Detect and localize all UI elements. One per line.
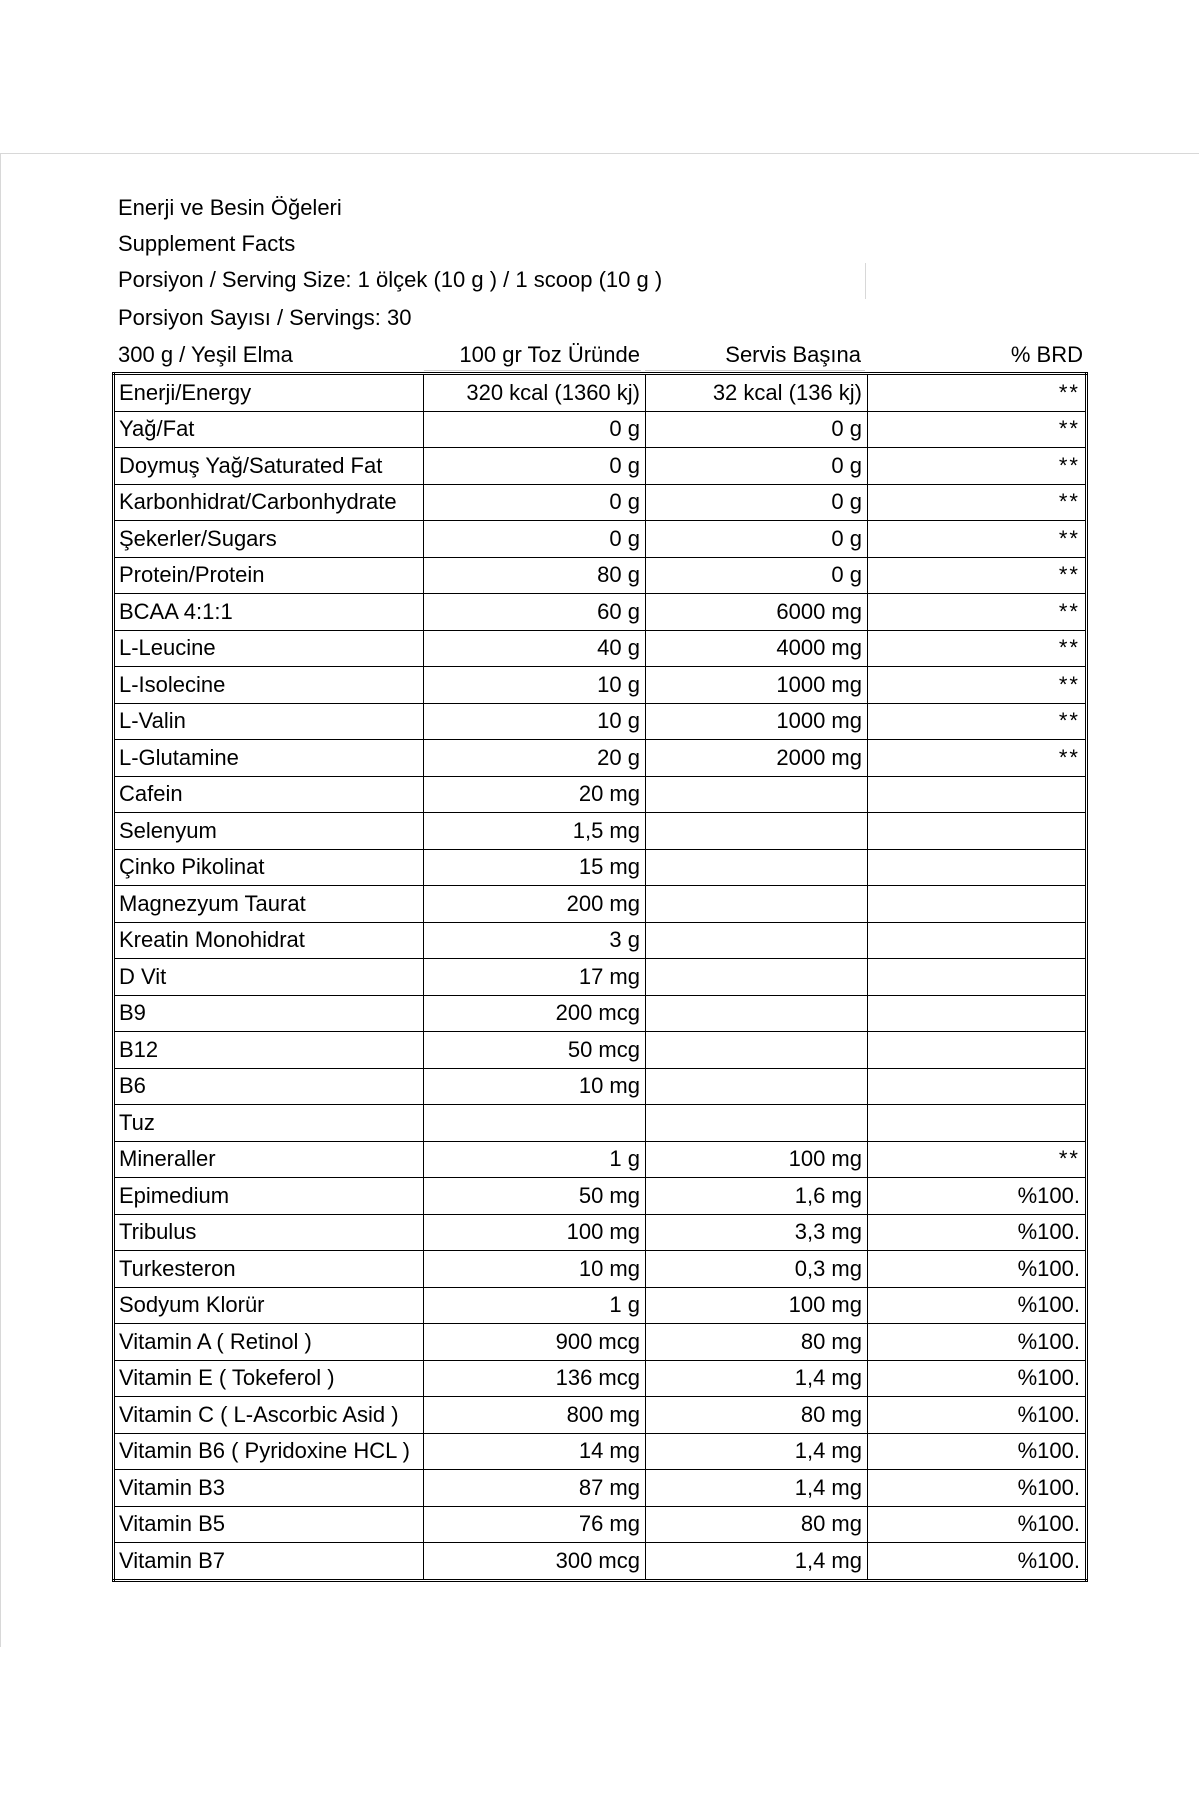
per-serving-cell: 2000 mg — [646, 740, 868, 777]
table-row — [114, 411, 1087, 448]
rdi-cell: ** — [868, 557, 1087, 594]
rdi-cell: %100. — [868, 1470, 1087, 1507]
per-100g-cell: 14 mg — [424, 1433, 646, 1470]
per-100g-cell: 1,5 mg — [424, 813, 646, 850]
rdi-cell — [868, 922, 1087, 959]
table-row — [114, 1506, 1087, 1543]
rdi-cell: ** — [868, 484, 1087, 521]
per-serving-cell: 32 kcal (136 kj) — [646, 374, 868, 412]
nutrient-name-cell: Vitamin E ( Tokeferol ) — [114, 1360, 424, 1397]
per-serving-cell: 6000 mg — [646, 594, 868, 631]
column-header-per100: 100 gr Toz Üründe — [459, 342, 640, 367]
nutrient-name-cell: Vitamin B3 — [114, 1470, 424, 1507]
table-row — [114, 1032, 1087, 1069]
rdi-cell: ** — [868, 521, 1087, 558]
per-serving-cell — [646, 1032, 868, 1069]
nutrient-name-cell: L-Leucine — [114, 630, 424, 667]
per-serving-cell — [646, 1068, 868, 1105]
table-row — [114, 1068, 1087, 1105]
nutrient-name-cell: Selenyum — [114, 813, 424, 850]
per-serving-cell: 0 g — [646, 521, 868, 558]
rdi-cell: ** — [868, 667, 1087, 704]
per-serving-cell: 3,3 mg — [646, 1214, 868, 1251]
header-underline — [645, 370, 865, 371]
column-header-rdi: % BRD — [1010, 342, 1083, 367]
table-row — [114, 886, 1087, 923]
table-row — [114, 959, 1087, 996]
per-serving-cell: 1,6 mg — [646, 1178, 868, 1215]
servings-count: Porsiyon Sayısı / Servings: 30 — [118, 305, 412, 330]
rdi-cell — [868, 886, 1087, 923]
rdi-cell — [868, 995, 1087, 1032]
per-serving-cell: 80 mg — [646, 1397, 868, 1434]
nutrient-name-cell: B9 — [114, 995, 424, 1032]
per-serving-cell: 1000 mg — [646, 703, 868, 740]
table-row — [114, 630, 1087, 667]
per-100g-cell: 15 mg — [424, 849, 646, 886]
table-row — [114, 703, 1087, 740]
rdi-cell: ** — [868, 740, 1087, 777]
nutrient-name-cell: Doymuş Yağ/Saturated Fat — [114, 448, 424, 485]
per-serving-cell — [646, 813, 868, 850]
per-100g-cell: 10 g — [424, 667, 646, 704]
rdi-cell: %100. — [868, 1506, 1087, 1543]
nutrient-name-cell: Vitamin B5 — [114, 1506, 424, 1543]
per-serving-cell — [646, 995, 868, 1032]
nutrient-name-cell: Magnezyum Taurat — [114, 886, 424, 923]
table-row — [114, 374, 1087, 412]
table-row — [114, 1105, 1087, 1142]
nutrient-name-cell: Vitamin A ( Retinol ) — [114, 1324, 424, 1361]
table-row — [114, 1324, 1087, 1361]
per-100g-cell: 100 mg — [424, 1214, 646, 1251]
per-100g-cell: 17 mg — [424, 959, 646, 996]
table-row — [114, 1470, 1087, 1507]
table-row — [114, 1360, 1087, 1397]
rdi-cell: %100. — [868, 1324, 1087, 1361]
per-100g-cell: 10 mg — [424, 1068, 646, 1105]
rdi-cell — [868, 849, 1087, 886]
rdi-cell: %100. — [868, 1178, 1087, 1215]
nutrient-name-cell: Epimedium — [114, 1178, 424, 1215]
per-100g-cell: 80 g — [424, 557, 646, 594]
per-100g-cell: 800 mg — [424, 1397, 646, 1434]
nutrient-name-cell: D Vit — [114, 959, 424, 996]
per-100g-cell: 40 g — [424, 630, 646, 667]
per-100g-cell: 20 g — [424, 740, 646, 777]
supplement-facts-table — [112, 372, 1088, 1582]
per-100g-cell: 0 g — [424, 521, 646, 558]
per-100g-cell — [424, 1105, 646, 1142]
nutrient-name-cell: Vitamin B7 — [114, 1543, 424, 1581]
per-100g-cell: 0 g — [424, 411, 646, 448]
per-100g-cell: 50 mg — [424, 1178, 646, 1215]
per-serving-cell: 0 g — [646, 448, 868, 485]
table-row — [114, 1214, 1087, 1251]
nutrient-name-cell: L-Isolecine — [114, 667, 424, 704]
rdi-cell: %100. — [868, 1287, 1087, 1324]
per-serving-cell: 100 mg — [646, 1141, 868, 1178]
per-100g-cell: 20 mg — [424, 776, 646, 813]
per-serving-cell: 0,3 mg — [646, 1251, 868, 1288]
per-100g-cell: 1 g — [424, 1141, 646, 1178]
nutrient-name-cell: Turkesteron — [114, 1251, 424, 1288]
per-serving-cell: 4000 mg — [646, 630, 868, 667]
nutrient-name-cell: Tribulus — [114, 1214, 424, 1251]
table-row — [114, 667, 1087, 704]
table-row — [114, 557, 1087, 594]
per-100g-cell: 3 g — [424, 922, 646, 959]
rdi-cell — [868, 1032, 1087, 1069]
per-serving-cell: 1,4 mg — [646, 1543, 868, 1581]
rdi-cell — [868, 1068, 1087, 1105]
header-underline — [424, 370, 641, 371]
per-100g-cell: 87 mg — [424, 1470, 646, 1507]
nutrient-name-cell: Mineraller — [114, 1141, 424, 1178]
rdi-cell: %100. — [868, 1433, 1087, 1470]
per-100g-cell: 300 mcg — [424, 1543, 646, 1581]
nutrient-name-cell: Yağ/Fat — [114, 411, 424, 448]
serving-size: Porsiyon / Serving Size: 1 ölçek (10 g ) / 1 scoop (10 g ) — [118, 267, 663, 292]
per-100g-cell: 200 mcg — [424, 995, 646, 1032]
nutrient-name-cell: Karbonhidrat/Carbonhydrate — [114, 484, 424, 521]
nutrient-name-cell: L-Glutamine — [114, 740, 424, 777]
rdi-cell: ** — [868, 630, 1087, 667]
table-row — [114, 1178, 1087, 1215]
title-turkish: Enerji ve Besin Öğeleri — [118, 195, 342, 220]
per-serving-cell: 1000 mg — [646, 667, 868, 704]
per-serving-cell: 1,4 mg — [646, 1433, 868, 1470]
rdi-cell: %100. — [868, 1251, 1087, 1288]
rdi-cell: ** — [868, 1141, 1087, 1178]
rdi-cell — [868, 776, 1087, 813]
table-row — [114, 849, 1087, 886]
table-row — [114, 995, 1087, 1032]
per-100g-cell: 50 mcg — [424, 1032, 646, 1069]
table-row — [114, 1397, 1087, 1434]
rdi-cell: ** — [868, 411, 1087, 448]
per-serving-cell: 1,4 mg — [646, 1470, 868, 1507]
per-serving-cell — [646, 886, 868, 923]
nutrient-name-cell: L-Valin — [114, 703, 424, 740]
nutrient-name-cell: Tuz — [114, 1105, 424, 1142]
per-serving-cell — [646, 959, 868, 996]
rdi-cell: %100. — [868, 1214, 1087, 1251]
table-row — [114, 1141, 1087, 1178]
per-serving-cell: 0 g — [646, 557, 868, 594]
nutrient-name-cell: BCAA 4:1:1 — [114, 594, 424, 631]
column-header-per-serving: Servis Başına — [725, 342, 861, 367]
table-row — [114, 776, 1087, 813]
rdi-cell: ** — [868, 703, 1087, 740]
per-100g-cell: 76 mg — [424, 1506, 646, 1543]
table-row — [114, 1433, 1087, 1470]
nutrient-name-cell: Şekerler/Sugars — [114, 521, 424, 558]
per-100g-cell: 136 mcg — [424, 1360, 646, 1397]
rdi-cell — [868, 959, 1087, 996]
nutrient-name-cell: Protein/Protein — [114, 557, 424, 594]
nutrient-name-cell: Vitamin C ( L-Ascorbic Asid ) — [114, 1397, 424, 1434]
per-100g-cell: 10 g — [424, 703, 646, 740]
per-serving-cell — [646, 849, 868, 886]
nutrient-name-cell: Vitamin B6 ( Pyridoxine HCL ) — [114, 1433, 424, 1470]
per-serving-cell — [646, 1105, 868, 1142]
table-row — [114, 813, 1087, 850]
per-100g-cell: 0 g — [424, 484, 646, 521]
nutrient-name-cell: Çinko Pikolinat — [114, 849, 424, 886]
per-serving-cell: 1,4 mg — [646, 1360, 868, 1397]
per-serving-cell — [646, 922, 868, 959]
table-row — [114, 594, 1087, 631]
nutrient-name-cell: Sodyum Klorür — [114, 1287, 424, 1324]
per-serving-cell: 0 g — [646, 411, 868, 448]
per-100g-cell: 900 mcg — [424, 1324, 646, 1361]
per-serving-cell — [646, 776, 868, 813]
per-100g-cell: 320 kcal (1360 kj) — [424, 374, 646, 412]
table-row — [114, 1251, 1087, 1288]
table-row — [114, 1543, 1087, 1581]
per-serving-cell: 80 mg — [646, 1506, 868, 1543]
per-serving-cell: 80 mg — [646, 1324, 868, 1361]
per-100g-cell: 10 mg — [424, 1251, 646, 1288]
table-row — [114, 1287, 1087, 1324]
rdi-cell: ** — [868, 374, 1087, 412]
per-serving-cell: 100 mg — [646, 1287, 868, 1324]
rdi-cell — [868, 813, 1087, 850]
nutrient-name-cell: Cafein — [114, 776, 424, 813]
nutrient-name-cell: Enerji/Energy — [114, 374, 424, 412]
nutrient-name-cell: B12 — [114, 1032, 424, 1069]
per-100g-cell: 60 g — [424, 594, 646, 631]
table-row — [114, 484, 1087, 521]
cell-divider — [865, 263, 866, 299]
column-header-product: 300 g / Yeşil Elma — [118, 342, 293, 367]
per-100g-cell: 1 g — [424, 1287, 646, 1324]
rdi-cell: %100. — [868, 1543, 1087, 1581]
rdi-cell: %100. — [868, 1397, 1087, 1434]
rdi-cell: %100. — [868, 1360, 1087, 1397]
nutrient-name-cell: Kreatin Monohidrat — [114, 922, 424, 959]
rdi-cell: ** — [868, 448, 1087, 485]
title-english: Supplement Facts — [118, 231, 296, 256]
rdi-cell — [868, 1105, 1087, 1142]
facts-table-body — [114, 374, 1087, 1581]
table-row — [114, 521, 1087, 558]
nutrient-name-cell: B6 — [114, 1068, 424, 1105]
table-row — [114, 922, 1087, 959]
per-serving-cell: 0 g — [646, 484, 868, 521]
per-100g-cell: 0 g — [424, 448, 646, 485]
rdi-cell: ** — [868, 594, 1087, 631]
per-100g-cell: 200 mg — [424, 886, 646, 923]
table-row — [114, 740, 1087, 777]
table-row — [114, 448, 1087, 485]
